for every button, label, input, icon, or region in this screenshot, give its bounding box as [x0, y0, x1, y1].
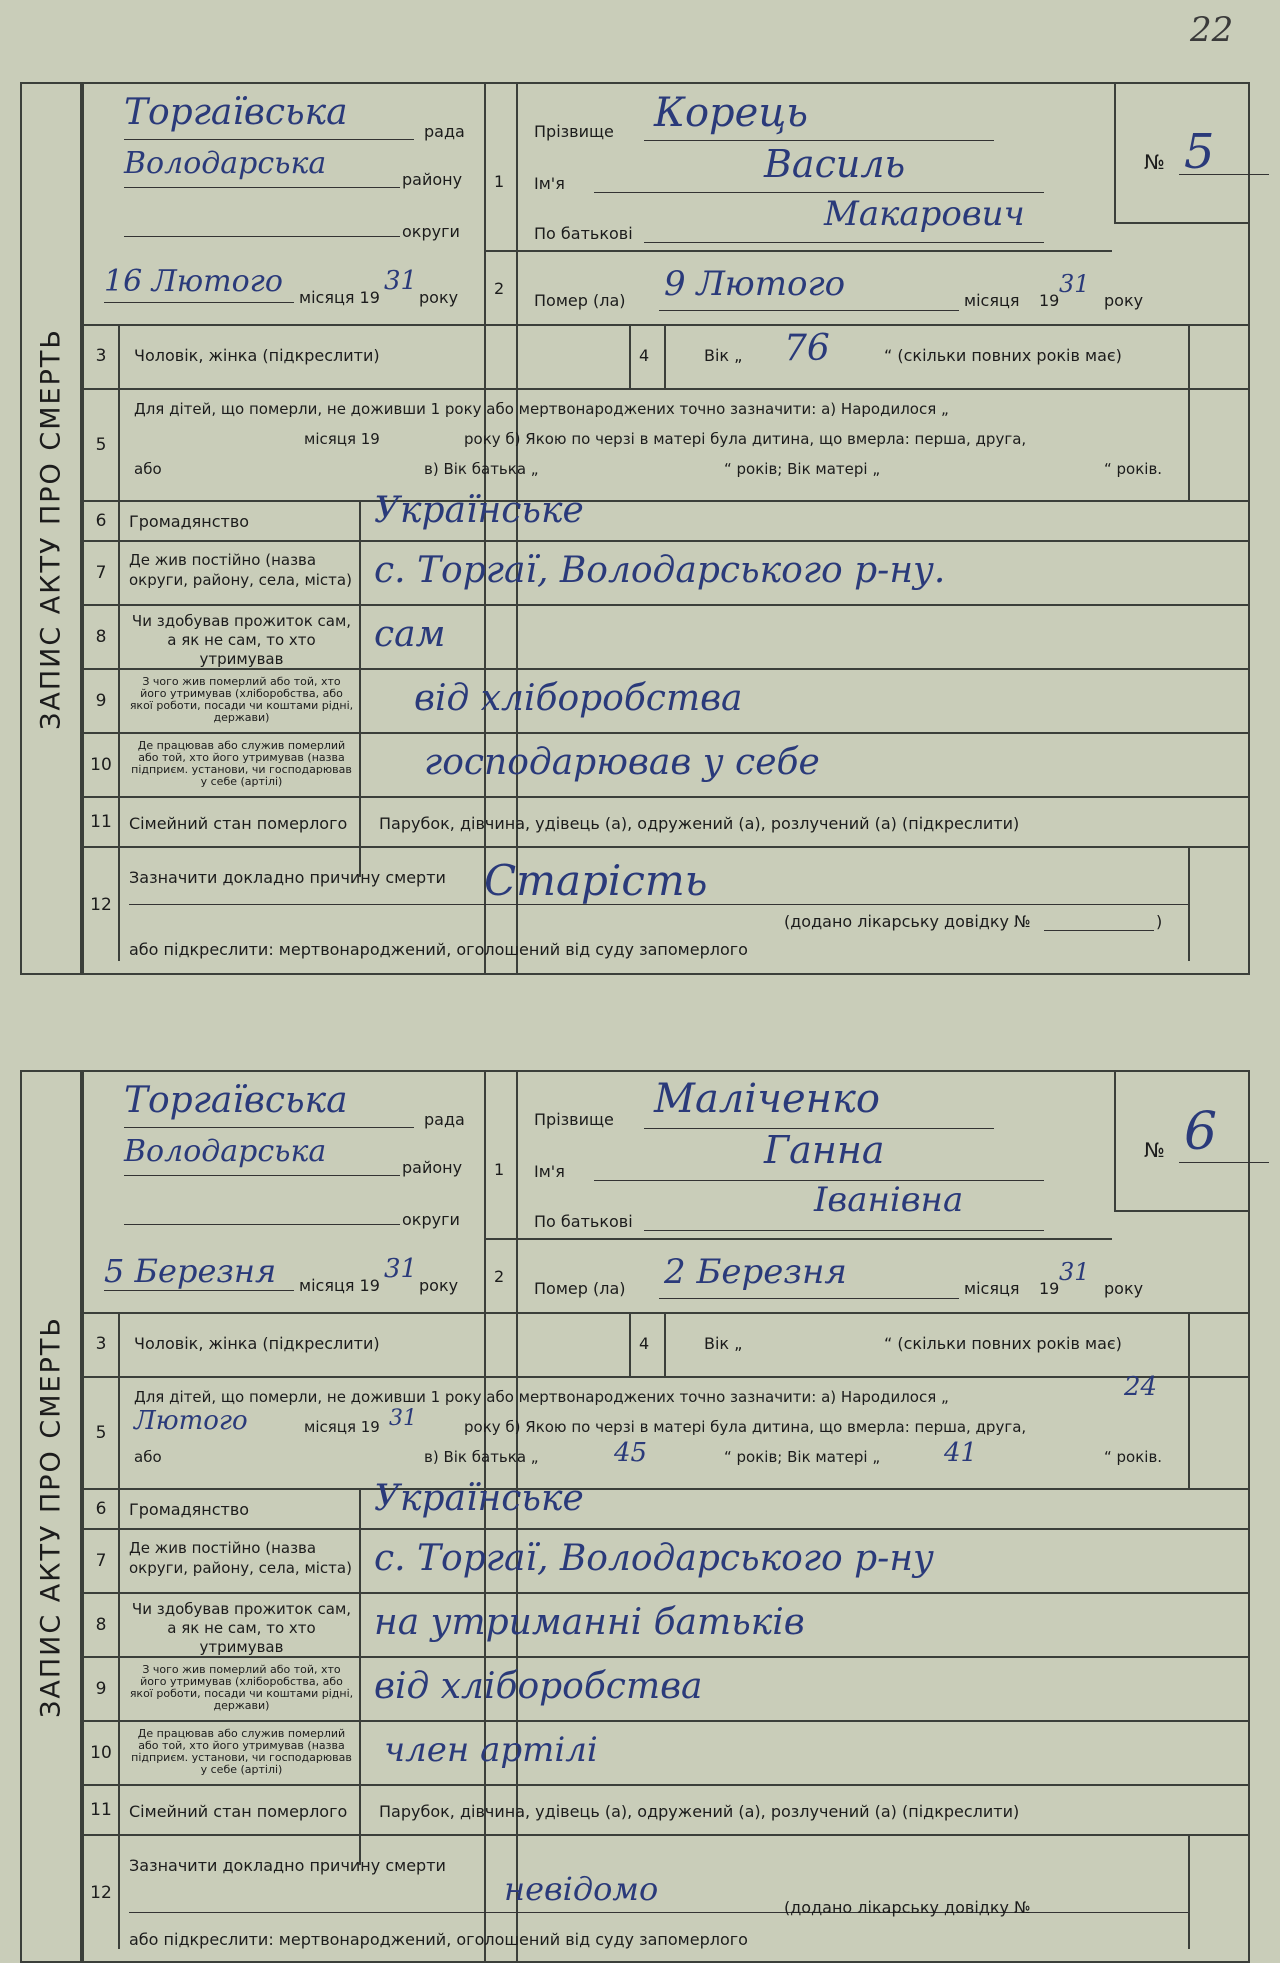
residence-label: Де жив постійно (назва округи, району, села, міста)	[129, 551, 352, 589]
council-value: Торгаївська	[124, 1080, 348, 1121]
death-year-value: 31	[1059, 270, 1090, 298]
number-label: №	[1144, 150, 1165, 174]
residence-value: с. Торгаї, Володарського р-ну	[374, 1538, 934, 1579]
residence-value: с. Торгаї, Володарського р-ну.	[374, 550, 946, 591]
surname-value: Маліченко	[654, 1076, 880, 1122]
record-number: 6	[1184, 1102, 1218, 1162]
cause-label: Зазначити докладно причину смерти	[129, 868, 446, 887]
livelihood-label: Чи здобував прожиток сам, а як не сам, то хто утримував	[131, 612, 352, 668]
child-line-1: Для дітей, що померли, не доживши 1 року або мертвонароджених точно зазначити: а) Народилося „	[134, 400, 949, 418]
workplace-label: Де працював або служив померлий або той, хто його утримував (назва підприєм. установи, чи господарював у себе (артілі)	[131, 739, 352, 788]
death-record-1	[20, 82, 1250, 975]
raion-label: району	[402, 170, 463, 189]
cause-cert-label: (додано лікарську довідку №	[784, 912, 1031, 931]
citizenship-label: Громадянство	[129, 512, 250, 531]
page-number: 22	[1190, 10, 1234, 50]
workplace-value: господарював у себе	[424, 742, 820, 783]
stillborn-label: або підкреслити: мертвонароджений, оголошений від суду запомерлого	[129, 940, 748, 959]
citizenship-value: Українське	[374, 490, 584, 531]
side-title: ЗАПИС АКТУ ПРО СМЕРТЬ	[20, 1070, 82, 1963]
record-number: 5	[1184, 124, 1215, 180]
father-age: 45	[614, 1438, 648, 1468]
reg-year-label: року	[419, 288, 459, 307]
surname-label: Прізвище	[534, 122, 614, 141]
sex-label: Чоловік, жінка (підкреслити)	[134, 346, 380, 365]
reg-day-value: 16 Лютого	[104, 264, 283, 299]
name-value: Василь	[764, 142, 906, 186]
record-grid: 1 2 Торгаївська рада Володарська району округи 16 Лютого місяця 19 31 року Прізвище Корець Ім'я Василь По батькові Макарович № 5 Помер (ла) 9 Лютого місяця 19 31 року 3 Чоловік, жінка (підкреслити) 4 Вік „ 76 “ (скільки повних років має) 5 Для дітей, що померли, не доживши 1 року або мертвонароджених точно зазначити: а) Народилося „ місяця 19 року б) Якою по черзі в матері була дитина, що вмерла: перша, друга, або в) Вік батька „ “ років; Вік матері „ “ років. 6 Громадянство Українське 7 Де жив постійно (назва округи, району, села, міста) с. Торгаї, Володарського р-ну. 8 Чи здобував прожиток сам, а як не сам, то хто утримував сам 9 З чого жив померлий або той, хто його утримував (хліборобства, або якої роботи, посади чи коштами рідні, держави) від хліборобства 10 Де працював або служив померлий або той, хто його утримував (назва підприєм. установи, чи господарював у себе (артілі) господарював у себе 11 Сімейний стан померлого Парубок, дівчина, удівець (а), одружений (а), розлучений (а) (підкреслити) 12 Зазначити докладно причину смерти Старість (додано лікарську довідку № ) або підкреслити: мертвонароджений, оголошений від суду запомерлого	[82, 82, 1250, 975]
mother-age: 41	[944, 1438, 978, 1468]
death-day-value: 9 Лютого	[664, 264, 846, 304]
reg-year-value: 31	[384, 1254, 418, 1284]
income-label: З чого жив померлий або той, хто його утримував (хліборобства, або якої роботи, посади чи коштами рідні, держави)	[129, 675, 354, 724]
council-value: Торгаївська	[124, 92, 348, 133]
citizenship-value: Українське	[374, 1478, 584, 1519]
age-value: 76	[784, 328, 830, 369]
cause-value: невідомо	[504, 1870, 659, 1908]
name-label: Ім'я	[534, 174, 565, 193]
marital-options: Парубок, дівчина, удівець (а), одружений (а), розлучений (а) (підкреслити)	[379, 814, 1020, 833]
side-title: ЗАПИС АКТУ ПРО СМЕРТЬ	[20, 82, 82, 975]
child-birth-year: 31	[389, 1406, 417, 1431]
livelihood-value: на утриманні батьків	[374, 1602, 805, 1643]
income-value: від хліборобства	[414, 678, 743, 719]
cause-value: Старість	[484, 856, 708, 905]
patronymic-value: Іванівна	[814, 1180, 964, 1220]
patronymic-value: Макарович	[824, 194, 1025, 234]
age-label: Вік „	[704, 346, 743, 365]
record-grid: 1 2 Торгаївська рада Володарська району округи 5 Березня місяця 19 31 року Прізвище Маліченко Ім'я Ганна По батькові Іванівна № 6 Помер (ла) 2 Березня місяця 19 31 року 3 Чоловік, жінка (підкреслити) 4 Вік „ “ (скільки повних років має) 5 Для дітей, що померли, не доживши 1 року або мертвонароджених точно зазначити: а) Народилося „ 24 Лютого місяця 19 31 року б) Якою по черзі в матері була дитина, що вмерла: перша, друга, або в) Вік батька „ 45 “ років; Вік матері „ 41 “ років. 6 Громадянство Українське 7 Де жив постійно (назва округи, району, села, міста) с. Торгаї, Володарського р-ну 8 Чи здобував прожиток сам, а як не сам, то хто утримував на утриманні батьків 9 З чого жив померлий або той, хто його утримував (хліборобства, або якої роботи, посади чи коштами рідні, держави) від хліборобства 10 Де працював або служив померлий або той, хто його утримував (назва підприєм. установи, чи господарював у себе (артілі) член артілі 11 Сімейний стан померлого Парубок, дівчина, удівець (а), одружений (а), розлучений (а) (підкреслити) 12 Зазначити докладно причину смерти невідомо (додано лікарську довідку № або підкреслити: мертвонароджений, оголошений від суду запомерлого	[82, 1070, 1250, 1963]
marital-label: Сімейний стан померлого	[129, 814, 348, 833]
surname-value: Корець	[654, 90, 809, 136]
reg-month-label: місяця 19	[299, 288, 380, 307]
okruha-label: округи	[402, 222, 460, 241]
death-year-label: року	[1104, 291, 1144, 310]
death-month-label: місяця	[964, 291, 1020, 310]
name-value: Ганна	[764, 1128, 885, 1172]
age-suffix: “ (скільки повних років має)	[884, 346, 1122, 365]
income-value: від хліборобства	[374, 1666, 703, 1707]
workplace-value: член артілі	[384, 1730, 598, 1770]
raion-value: Володарська	[124, 146, 327, 181]
patronymic-label: По батькові	[534, 224, 633, 243]
death-record-2	[20, 1070, 1250, 1963]
death-day-value: 2 Березня	[664, 1252, 847, 1292]
child-birth-month: Лютого	[134, 1406, 248, 1436]
livelihood-value: сам	[374, 614, 446, 655]
died-label: Помер (ла)	[534, 291, 626, 310]
death-year-value: 31	[1059, 1258, 1090, 1286]
rada-label: рада	[424, 122, 465, 141]
child-birth-day: 24	[1124, 1372, 1158, 1402]
reg-day-value: 5 Березня	[104, 1252, 277, 1290]
reg-year-value: 31	[384, 266, 418, 296]
raion-value: Володарська	[124, 1134, 327, 1169]
